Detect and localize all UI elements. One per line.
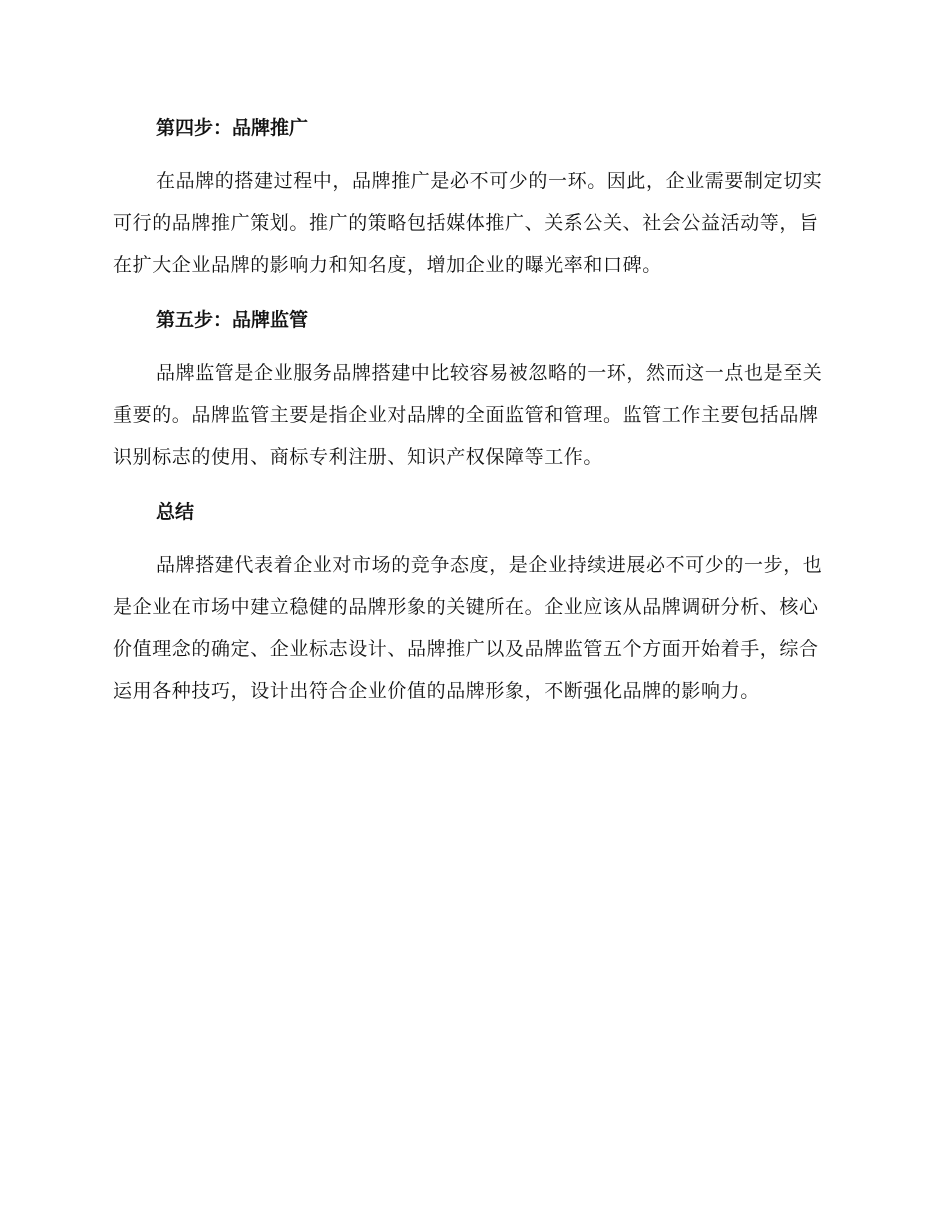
section-heading-summary: 总结 bbox=[156, 501, 195, 523]
section-paragraph-brand-promotion: 在品牌的搭建过程中，品牌推广是必不可少的一环。因此，企业需要制定切实可行的品牌推广策划。推广的策略包括媒体推广、关系公关、社会公益活动等，旨在扩大企业品牌的影响力和知名度，增加企业的曝光率和口碑。 bbox=[113, 170, 823, 276]
section-paragraph-summary: 品牌搭建代表着企业对市场的竞争态度，是企业持续进展必不可少的一步，也是企业在市场中建立稳健的品牌形象的关键所在。企业应该从品牌调研分析、核心价值理念的确定、企业标志设计、品牌推广以及品牌监管五个方面开始着手，综合运用各种技巧，设计出符合企业价值的品牌形象，不断强化品牌的影响力。 bbox=[113, 554, 823, 702]
document-page bbox=[113, 108, 833, 712]
section-heading-brand-supervision: 第五步：品牌监管 bbox=[156, 309, 309, 331]
section-heading-brand-promotion: 第四步：品牌推广 bbox=[156, 117, 309, 139]
section-paragraph-brand-supervision: 品牌监管是企业服务品牌搭建中比较容易被忽略的一环，然而这一点也是至关重要的。品牌监管主要是指企业对品牌的全面监管和管理。监管工作主要包括品牌识别标志的使用、商标专利注册、知识产权保障等工作。 bbox=[113, 362, 823, 468]
